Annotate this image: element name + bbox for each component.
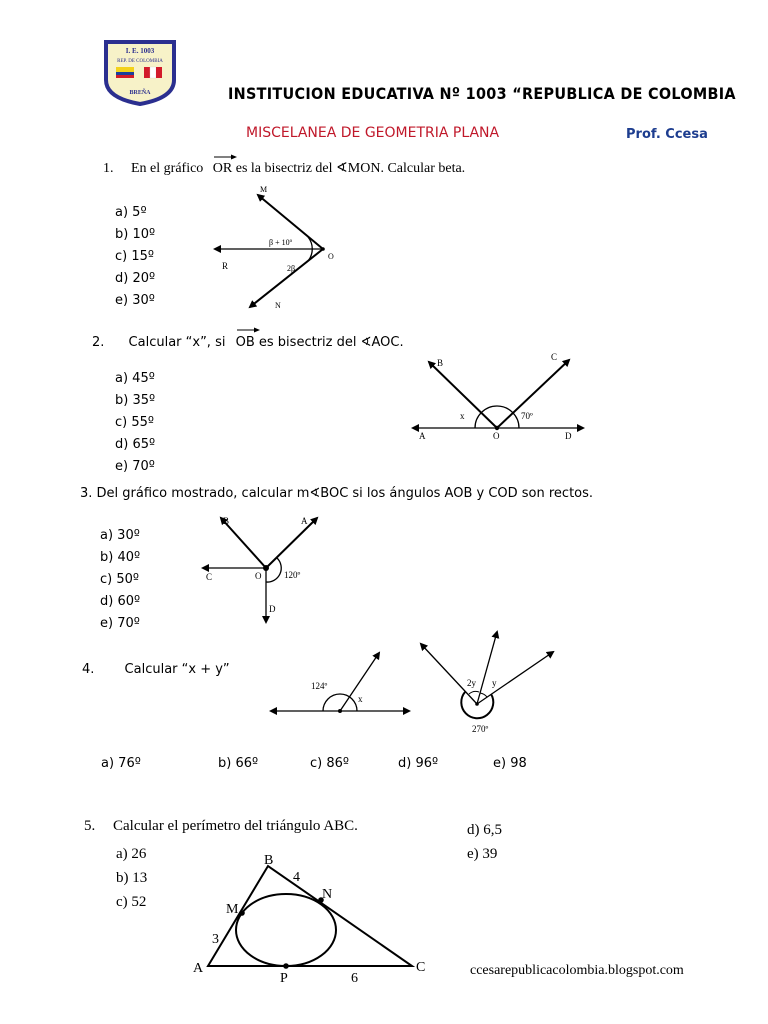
q4-label-x: x xyxy=(358,694,363,704)
q3-label-c: C xyxy=(206,572,213,582)
q5-label-n: N xyxy=(322,887,333,902)
teacher-name: Prof. Ccesa xyxy=(626,127,708,142)
q3-option-c[interactable]: c) 50º xyxy=(100,572,140,587)
q5-side-4: 4 xyxy=(293,870,300,885)
q3-figure xyxy=(195,510,330,625)
q1-option-d[interactable]: d) 20º xyxy=(115,271,156,286)
q3-ray-a xyxy=(266,518,317,568)
q4-angle-124: 124º xyxy=(311,681,328,691)
q2-figure xyxy=(405,350,590,445)
q3-label-b: B xyxy=(223,516,230,526)
q2-label-o: O xyxy=(493,431,500,441)
q2-option-d[interactable]: d) 65º xyxy=(115,437,156,452)
q5-label-m: M xyxy=(226,902,239,917)
q5-label-a: A xyxy=(193,961,204,976)
q5-options-right xyxy=(467,818,502,866)
q1-angle-bottom: 2β xyxy=(287,264,296,273)
school-title: INSTITUCION EDUCATIVA Nº 1003 “REPUBLICA DE COLOMBIA xyxy=(228,84,736,103)
q2-label-x: x xyxy=(460,411,465,421)
q1-label-m: M xyxy=(260,185,268,194)
q2-ray-c xyxy=(497,360,569,428)
q3-options xyxy=(100,525,140,635)
q3-statement: 3. Del gráfico mostrado, calcular m∢BOC si los ángulos AOB y COD son rectos. xyxy=(80,486,594,501)
q5-option-a[interactable]: a) 26 xyxy=(116,846,147,862)
q2-angle-70: 70º xyxy=(521,411,533,421)
q1-option-a[interactable]: a) 5º xyxy=(115,205,147,220)
q2-number: 2. xyxy=(92,335,105,350)
q3-option-e[interactable]: e) 70º xyxy=(100,616,140,631)
q2-label-a: A xyxy=(419,431,426,441)
q5-option-c[interactable]: c) 52 xyxy=(116,894,147,910)
q4-label-2y: 2y xyxy=(467,678,476,688)
q1-options xyxy=(115,202,155,312)
q2-options xyxy=(115,368,155,478)
q3-option-a[interactable]: a) 30º xyxy=(100,528,140,543)
q4-option-c[interactable]: c) 86º xyxy=(310,756,350,771)
q2-ray-ob xyxy=(236,335,259,350)
q5-option-b[interactable]: b) 13 xyxy=(116,870,148,886)
q3-option-d[interactable]: d) 60º xyxy=(100,594,141,609)
q5-option-e[interactable]: e) 39 xyxy=(467,846,498,862)
q5-side-3: 3 xyxy=(212,932,219,947)
q4-ray-3 xyxy=(477,652,553,704)
school-logo xyxy=(100,40,180,106)
q5-incircle xyxy=(236,894,336,966)
q4-angle-270: 270º xyxy=(472,724,489,734)
q4-option-b[interactable]: b) 66º xyxy=(218,756,259,771)
q2-statement xyxy=(92,335,404,350)
q1-number: 1. xyxy=(103,161,114,176)
footer-url: ccesarepublicacolombia.blogspot.com xyxy=(470,963,684,978)
logo-line-3: BREÑA xyxy=(129,90,151,96)
q4-label-y: y xyxy=(492,678,497,688)
q4-options xyxy=(101,756,561,776)
q3-label-o: O xyxy=(255,571,262,581)
q1-statement xyxy=(103,160,465,177)
q5-text: Calcular el perímetro del triángulo ABC. xyxy=(113,818,358,834)
q5-option-d[interactable]: d) 6,5 xyxy=(467,822,502,838)
q5-label-p: P xyxy=(280,971,288,986)
q2-text: Calcular “x”, si xyxy=(128,335,226,350)
q1-ray-or xyxy=(213,161,236,176)
q2-ray-label: OB xyxy=(235,335,255,350)
q2-option-c[interactable]: c) 55º xyxy=(115,415,155,430)
q1-label-r: R xyxy=(222,261,229,271)
q5-options-left xyxy=(116,842,147,914)
q4-option-a[interactable]: a) 76º xyxy=(101,756,141,771)
q1-label-o: O xyxy=(328,252,334,261)
q3-option-b[interactable]: b) 40º xyxy=(100,550,141,565)
q4-option-d[interactable]: d) 96º xyxy=(398,756,439,771)
q2-label-b: B xyxy=(437,358,444,368)
q5-label-b: B xyxy=(264,853,274,868)
q1-text: En el gráfico xyxy=(131,161,204,176)
q1-angle-top: β + 10º xyxy=(269,238,293,247)
logo-line-1: I. E. 1003 xyxy=(125,47,155,55)
q5-figure xyxy=(190,850,440,990)
q2-option-e[interactable]: e) 70º xyxy=(115,459,155,474)
q5-triangle xyxy=(208,866,412,966)
q1-ray-on xyxy=(250,249,323,307)
q2-label-c: C xyxy=(551,352,558,362)
logo-line-2: REP. DE COLOMBIA xyxy=(117,59,163,64)
q4-text: Calcular “x + y” xyxy=(124,662,230,677)
q4-figure-left xyxy=(265,645,415,725)
q3-label-d: D xyxy=(269,604,276,614)
q3-label-a: A xyxy=(301,516,308,526)
q5-side-6: 6 xyxy=(351,971,358,986)
q2-option-b[interactable]: b) 35º xyxy=(115,393,156,408)
q5-label-c: C xyxy=(416,960,426,975)
q2-text-2: es bisectriz del ∢AOC. xyxy=(258,335,404,350)
q1-label-n: N xyxy=(275,301,281,310)
q5-statement xyxy=(84,818,358,835)
q4-statement xyxy=(82,662,230,677)
q5-number: 5. xyxy=(84,818,96,834)
q3-angle-120: 120º xyxy=(284,570,301,580)
worksheet-title: MISCELANEA DE GEOMETRIA PLANA xyxy=(246,125,500,141)
q4-figure-right xyxy=(415,628,565,738)
q1-ray-label: OR xyxy=(212,161,233,176)
q1-option-b[interactable]: b) 10º xyxy=(115,227,156,242)
q1-text-2: es la bisectriz del ∢MON. Calcular beta. xyxy=(235,161,466,176)
q1-figure xyxy=(205,180,345,315)
q1-option-c[interactable]: c) 15º xyxy=(115,249,155,264)
q4-option-e[interactable]: e) 98 xyxy=(493,756,527,771)
q4-number: 4. xyxy=(82,662,95,677)
q4-ray-1 xyxy=(421,644,477,704)
q1-option-e[interactable]: e) 30º xyxy=(115,293,155,308)
q2-option-a[interactable]: a) 45º xyxy=(115,371,155,386)
q2-label-d: D xyxy=(565,431,572,441)
